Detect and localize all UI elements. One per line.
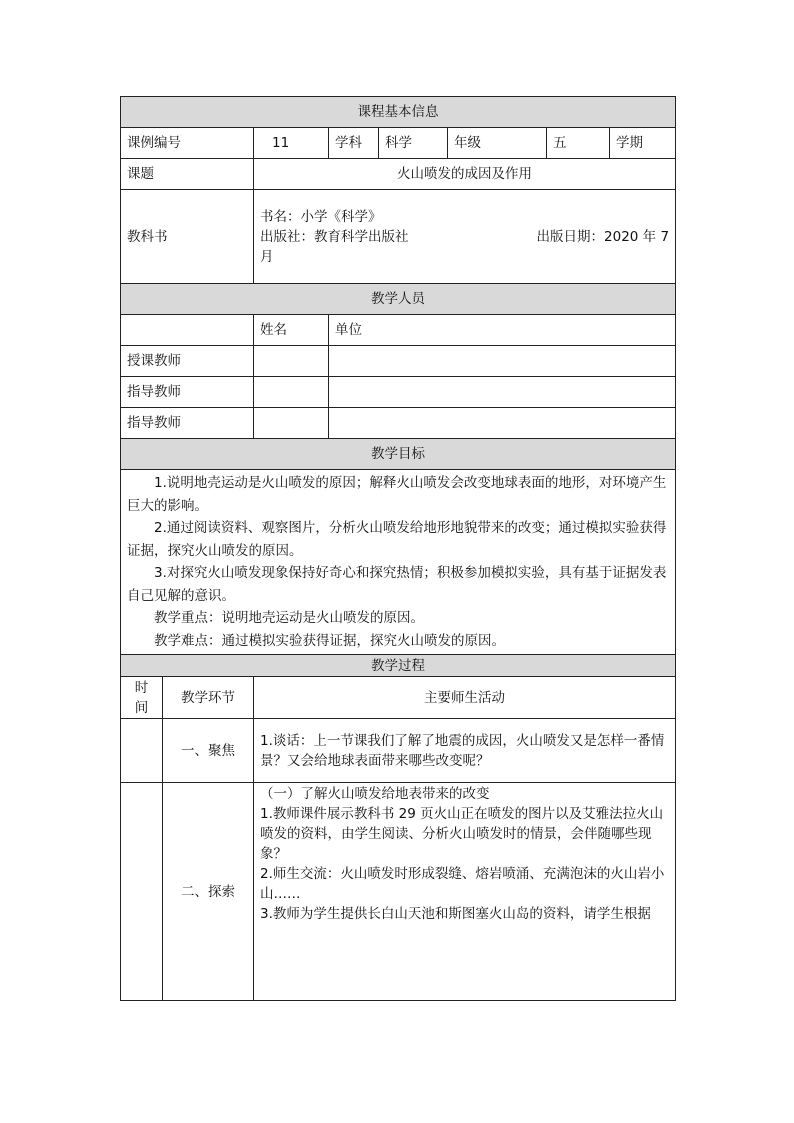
topic-row <box>121 159 676 190</box>
objective-item: 2.通过阅读资料、观察图片，分析火山喷发给地形地貌带来的改变；通过模拟实验获得证据，探究火山喷发的原因。 <box>127 520 667 559</box>
activity-line: 2.师生交流：火山喷发时形成裂缝、熔岩喷涌、充满泡沫的火山岩小山…… <box>260 866 665 902</box>
publish-date: 出版日期：2020 年 7 <box>536 228 670 245</box>
publisher-line <box>260 227 669 247</box>
staff-role: 指导教师 <box>121 408 254 439</box>
process-header-row <box>121 655 676 677</box>
textbook-details <box>254 190 676 284</box>
topic-value: 火山喷发的成因及作用 <box>254 159 676 190</box>
step-name: 二、探索 <box>163 783 254 1001</box>
staff-role-col <box>121 315 254 346</box>
course-info-header-row <box>121 97 676 128</box>
term-label: 学期 <box>610 128 676 159</box>
objective-key-point: 教学重点：说明地壳运动是火山喷发的原因。 <box>154 610 424 626</box>
case-no-label: 课例编号 <box>121 128 254 159</box>
activity-col-header: 主要师生活动 <box>254 677 676 719</box>
staff-unit <box>329 377 676 408</box>
time-col-header: 时间 <box>121 677 163 719</box>
staff-unit <box>329 346 676 377</box>
step-time <box>121 719 163 783</box>
process-step-row <box>121 719 676 783</box>
book-name: 书名：小学《科学》 <box>260 208 382 225</box>
step-name: 一、聚焦 <box>163 719 254 783</box>
subject-label: 学科 <box>329 128 379 159</box>
staff-name <box>254 408 329 439</box>
subject-value: 科学 <box>379 128 448 159</box>
step-activity <box>254 719 676 783</box>
objectives-header-row <box>121 439 676 470</box>
staff-name <box>254 377 329 408</box>
staff-unit-col: 单位 <box>329 315 676 346</box>
publish-date-cont: 月 <box>260 248 274 265</box>
staff-name-col: 姓名 <box>254 315 329 346</box>
publisher: 出版社：教育科学出版社 <box>260 228 409 245</box>
staff-header-row <box>121 284 676 315</box>
objectives-row <box>121 470 676 655</box>
staff-header: 教学人员 <box>121 284 676 315</box>
activity-line: 1.教师课件展示教科书 29 页火山正在喷发的图片以及艾雅法拉火山喷发的资料，由学生阅读、分析火山喷发时的情景，会伴随哪些现象？ <box>260 806 664 862</box>
objective-item: 3.对探究火山喷发现象保持好奇心和探究热情；积极参加模拟实验，具有基于证据发表自己见解的意识。 <box>127 565 667 604</box>
objectives-body <box>121 470 676 655</box>
course-meta-row <box>121 128 676 159</box>
textbook-label: 教科书 <box>121 190 254 284</box>
staff-columns-row <box>121 315 676 346</box>
staff-role: 指导教师 <box>121 377 254 408</box>
process-columns-row <box>121 677 676 719</box>
grade-label: 年级 <box>448 128 547 159</box>
objectives-header: 教学目标 <box>121 439 676 470</box>
staff-role: 授课教师 <box>121 346 254 377</box>
process-header: 教学过程 <box>121 655 676 677</box>
process-step-row <box>121 783 676 1001</box>
activity-line: （一）了解火山喷发给地表带来的改变 <box>260 786 490 802</box>
step-time <box>121 783 163 1001</box>
activity-line: 3.教师为学生提供长白山天池和斯图塞火山岛的资料，请学生根据 <box>260 906 651 922</box>
course-info-header: 课程基本信息 <box>121 97 676 128</box>
staff-row <box>121 377 676 408</box>
staff-row <box>121 346 676 377</box>
step-col-header: 教学环节 <box>163 677 254 719</box>
objective-difficulty: 教学难点：通过模拟实验获得证据，探究火山喷发的原因。 <box>154 632 505 649</box>
objective-item: 1.说明地壳运动是火山喷发的原因；解释火山喷发会改变地球表面的地形，对环境产生巨大的影响。 <box>127 475 667 514</box>
staff-name <box>254 346 329 377</box>
textbook-row <box>121 190 676 284</box>
staff-row <box>121 408 676 439</box>
case-no-value: 11 <box>254 128 329 159</box>
topic-label: 课题 <box>121 159 254 190</box>
step-activity <box>254 783 676 1001</box>
grade-value: 五 <box>547 128 610 159</box>
lesson-plan-table <box>120 96 676 1001</box>
activity-line: 1.谈话：上一节课我们了解了地震的成因，火山喷发又是怎样一番情景？又会给地球表面带来哪些改变呢？ <box>260 732 665 769</box>
staff-unit <box>329 408 676 439</box>
